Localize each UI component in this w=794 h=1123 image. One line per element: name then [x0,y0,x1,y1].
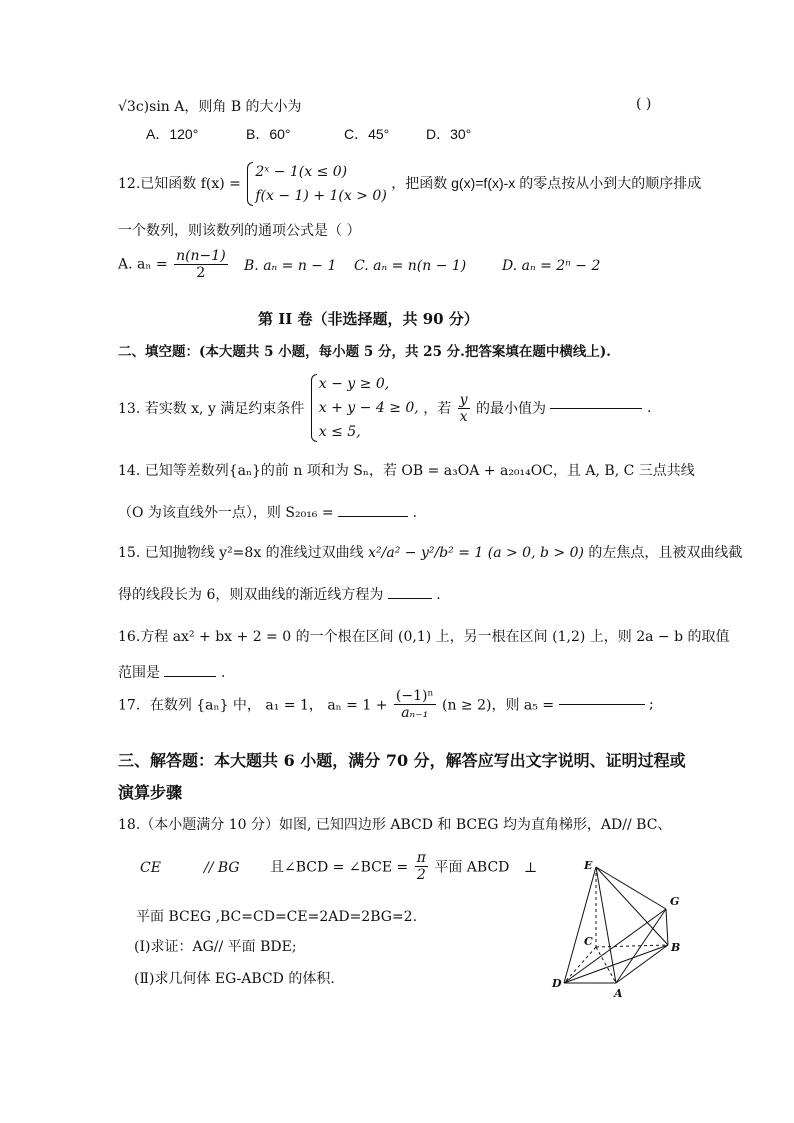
q18-part-2: (Ⅱ)求几何体 EG-ABCD 的体积. [134,971,335,987]
q12-options [118,248,230,281]
q16-end: . [220,665,226,681]
q15-suffix: 的左焦点，且被双曲线截 [588,545,743,561]
figure-label-e: E [584,859,593,872]
q13-constraint-1: x − y ≥ 0, [318,376,390,392]
q13-answer-blank[interactable] [550,408,642,409]
q12-stem-a: 已知函数 f(x) = [140,176,241,192]
q13 [118,372,651,444]
q17-answer-blank[interactable] [559,704,645,705]
part2-section: 二、填空题：(本大题共 5 小题，每小题 5 分，共 25 分.把答案填在题中横线上). [118,344,611,360]
q16-line-2 [118,662,225,682]
q12-number: 12. [118,176,141,192]
q15-line-2 [118,584,441,604]
q13-constraints [309,372,419,444]
q12-option-d: D. aₙ = 2ⁿ − 2 [502,258,601,274]
q18-ce: CE [140,860,161,876]
part2-title: 第 II 卷（非选择题，共 90 分） [258,310,479,328]
q18-bg: // BG [204,860,240,876]
q17-condition: (n ≥ 2)，则 a₅ = [441,697,555,714]
q15-line-2-text: 得的线段长为 6，则双曲线的渐近线方程为 [118,587,384,603]
q12-option-b: B. aₙ = n − 1 [244,258,337,274]
q18-angle-a: 且∠BCD = ∠BCE = [270,859,409,876]
q16-answer-blank[interactable] [164,676,216,677]
q17-frac-num: (−1)ⁿ [395,688,434,704]
q11-stem: √3c)sin A，则角 B 的大小为 [118,99,302,115]
q12-option-c: C. aₙ = n(n − 1) [354,258,467,274]
q15-prefix: 15. 已知抛物线 y²=8x 的准线过双曲线 [118,545,364,561]
q13-end: . [646,400,652,416]
q12-stem-c: 一个数列，则该数列的通项公式是（ ） [118,223,361,239]
q16-line-2-text: 范围是 [118,665,160,681]
q12-stem-b: ，把函数 g(x)=f(x)-x 的零点按从小到大的顺序排成 [391,175,702,191]
q18-pi-fraction [415,850,428,883]
q18-geometry-figure [548,855,698,1005]
q14-line-2 [118,502,417,522]
q13-frac-den: x [459,408,468,425]
q11-option-a: A．120° [146,126,199,142]
q14-answer-blank[interactable] [338,516,408,517]
q18-line-3: 平面 BCEG ,BC=CD=CE=2AD=2BG=2. [136,909,418,925]
q13-frac-num: y [459,391,468,408]
q13-mid: ，若 [423,401,452,417]
q12-piecewise [245,160,386,208]
q18-part-1: (Ⅰ)求证：AG// 平面 BDE; [134,939,297,955]
q13-prefix: 13. 若实数 x, y 满足约束条件 [118,401,305,417]
q18-perp: ⊥ [524,860,538,876]
q17 [118,688,654,721]
q17-end: ; [648,696,654,713]
q17-prefix: 17．在数列 {aₙ} 中， a₁ = 1， aₙ = 1 + [118,697,388,714]
q13-fraction [458,392,470,425]
q16-line-1: 16.方程 ax² + bx + 2 = 0 的一个根在区间 (0,1) 上，另一根在区间 (1,2) 上，则 2a − b 的取值 [118,629,730,645]
q17-frac-den: aₙ₋₁ [401,705,429,721]
q12-stem [118,160,701,208]
q13-suffix: 的最小值为 [476,401,547,417]
q11-option-b: B．60° [246,126,291,142]
q15-answer-blank[interactable] [388,598,432,599]
q12-option-a-fraction [174,248,228,281]
figure-label-d: D [552,977,562,990]
q12-case-2: f(x − 1) + 1(x > 0) [255,188,387,204]
q18-angle [270,850,509,883]
q12-option-a-num: n(n−1) [176,248,226,264]
figure-label-g: G [670,895,680,908]
figure-label-a: A [614,987,623,1000]
q14-end: . [412,505,417,521]
q18-angle-b: 平面 ABCD [434,859,510,876]
q18-pi-num: π [416,850,426,866]
q12-option-a-den: 2 [196,265,206,281]
q18-line-1: 18.（本小题满分 10 分）如图, 已知四边形 ABCD 和 BCEG 均为直角梯形，AD// BC、 [118,817,672,833]
q18-pi-den: 2 [416,867,426,883]
q13-constraint-3: x ≤ 5, [318,424,361,440]
q11-option-c: C．45° [344,126,390,142]
q14-line-1: 14. 已知等差数列{aₙ}的前 n 项和为 Sₙ，若 OB = a₃OA + a₂₀₁₄OC，且 A, B, C 三点共线 [118,463,695,479]
q13-constraint-2: x + y − 4 ≥ 0, [318,400,419,416]
q14-line-2-text: （O 为该直线外一点），则 S₂₀₁₆ = [118,505,334,521]
part3-line-1: 三、解答题：本大题共 6 小题，满分 70 分，解答应写出文字说明、证明过程或 [118,751,686,770]
q15-line-1 [118,542,742,562]
q12-option-a-prefix: A. aₙ = [118,256,168,273]
q12-case-1: 2ˣ − 1(x ≤ 0) [255,164,348,180]
q11-option-d: D．30° [426,126,472,142]
part3-line-2: 演算步骤 [118,783,183,802]
q11-answer-paren: ( ) [636,96,652,112]
q17-fraction [394,688,436,721]
figure-label-c: C [584,935,593,948]
figure-label-b: B [671,941,681,954]
q15-equation: x²/a² − y²/b² = 1 (a > 0, b > 0) [368,545,584,561]
q15-end: . [436,587,441,603]
